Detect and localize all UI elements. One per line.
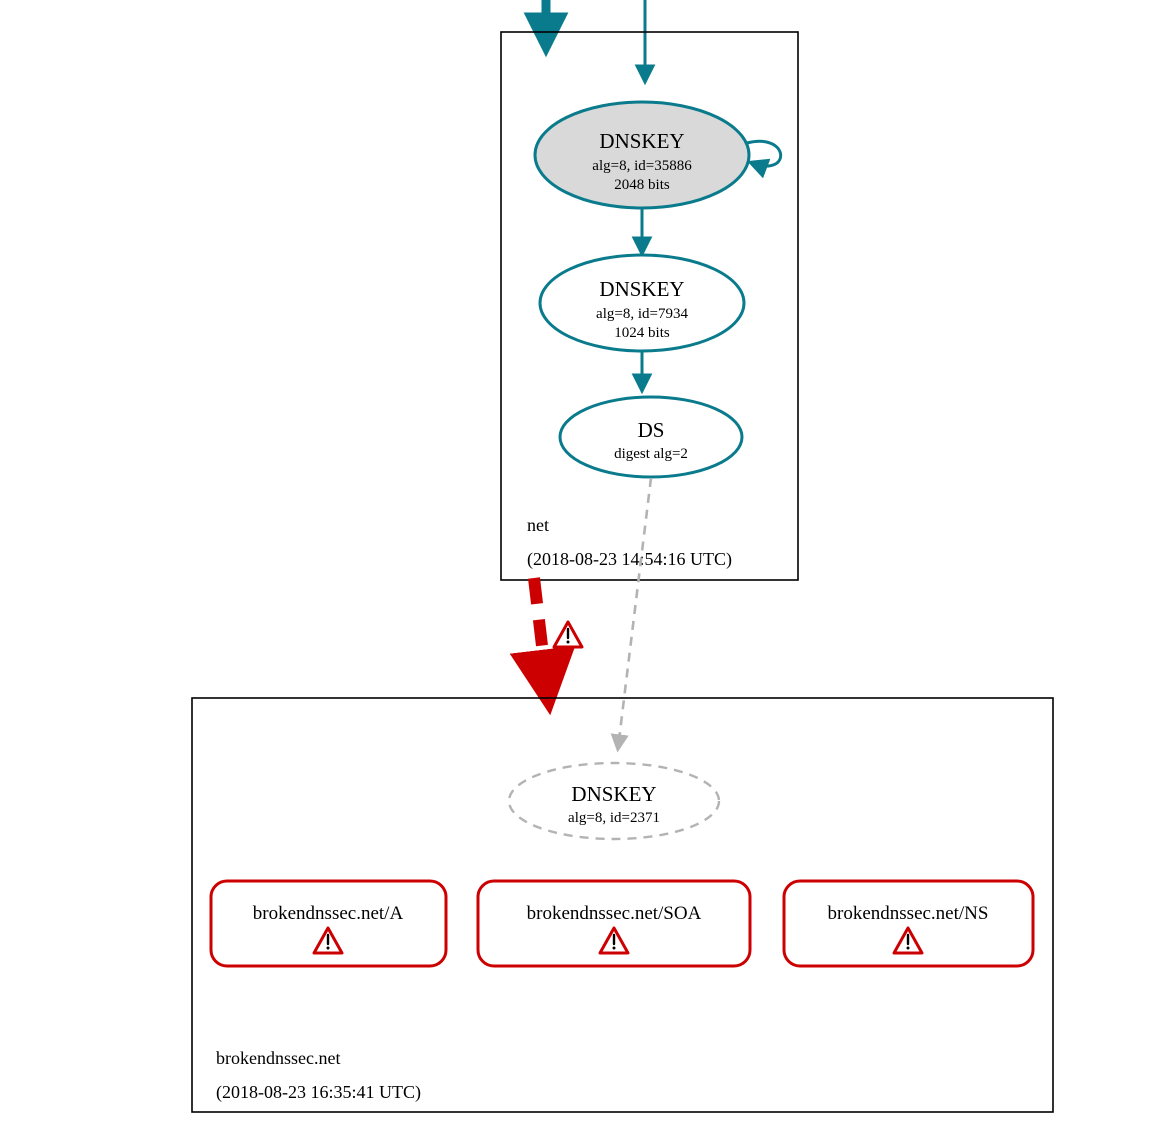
warning-triangle-icon[interactable]	[554, 622, 582, 647]
node-net-ds-title: DS	[637, 418, 665, 442]
node-brokendnssec-dnskey-title: DNSKEY	[571, 782, 657, 806]
edge-net-ksk-self-sign	[747, 141, 781, 166]
node-net-zsk-line2: alg=8, id=7934	[596, 306, 688, 322]
edge-ds-to-child-dnskey	[618, 478, 651, 748]
node-net-ksk-line3: 2048 bits	[614, 177, 670, 193]
node-net-ds-line2: digest alg=2	[614, 446, 688, 462]
node-net-zsk-title: DNSKEY	[599, 277, 685, 301]
node-brokendnssec-dnskey[interactable]	[509, 763, 719, 839]
rrset-a-label: brokendnssec.net/A	[252, 903, 404, 924]
node-brokendnssec-dnskey-line2: alg=8, id=2371	[568, 810, 660, 826]
node-net-zsk-line3: 1024 bits	[614, 325, 670, 341]
zone-label-net: net	[527, 515, 549, 535]
node-net-ksk-title: DNSKEY	[599, 129, 685, 153]
zone-timestamp-net: (2018-08-23 14:54:16 UTC)	[527, 549, 732, 569]
edge-bogus-delegation	[534, 578, 547, 688]
zone-timestamp-brokendnssec: (2018-08-23 16:35:41 UTC)	[216, 1082, 421, 1102]
node-net-ksk-line2: alg=8, id=35886	[592, 158, 692, 174]
rrset-ns-label: brokendnssec.net/NS	[827, 903, 989, 924]
node-net-ds[interactable]	[560, 397, 742, 477]
node-net-zsk[interactable]	[540, 255, 744, 351]
node-net-ksk[interactable]	[535, 102, 749, 208]
rrset-soa-label: brokendnssec.net/SOA	[526, 903, 702, 924]
zone-label-brokendnssec: brokendnssec.net	[216, 1048, 341, 1068]
